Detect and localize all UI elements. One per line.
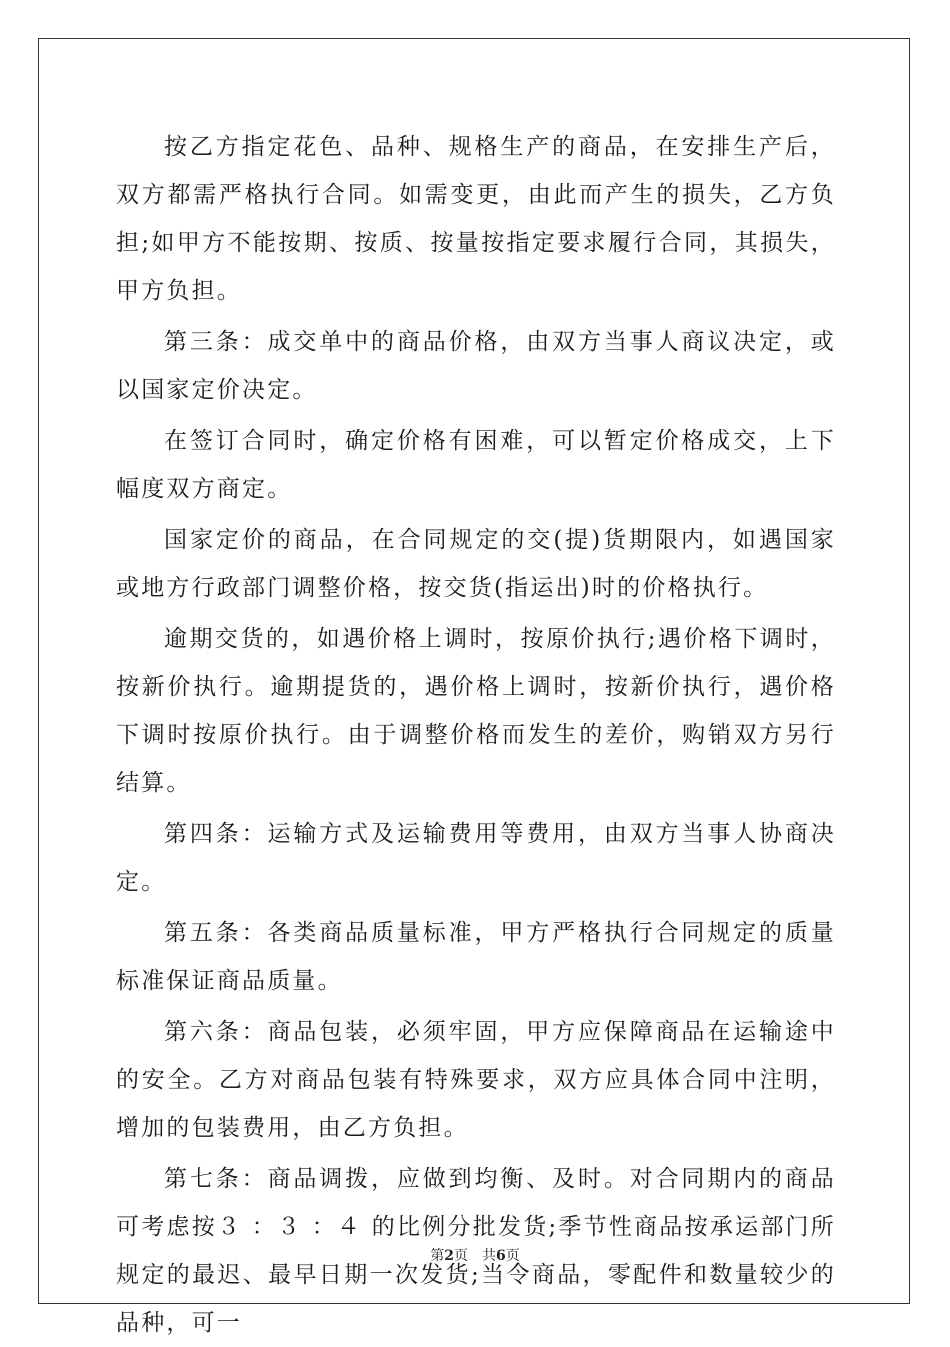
paragraph-state-price: 国家定价的商品，在合同规定的交(提)货期限内，如遇国家或地方行政部门调整价格，按交货(指运出)时的价格执行。: [116, 527, 836, 601]
page-number: 2: [444, 1248, 454, 1264]
paragraph-article-6: 第六条：商品包装，必须牢固，甲方应保障商品在运输途中的安全。乙方对商品包装有特殊要求，双方应具体合同中注明，增加的包装费用，由乙方负担。: [116, 1019, 836, 1141]
paragraph-provisional-price: 在签订合同时，确定价格有困难，可以暂定价格成交，上下幅度双方商定。: [116, 428, 836, 502]
total-prefix: 共: [482, 1248, 496, 1264]
page-prefix: 第: [430, 1248, 445, 1264]
paragraph-article-7: 第七条：商品调拨，应做到均衡、及时。对合同期内的商品可考虑按３ ：３ ：４ 的比例分批发货;季节性商品按承运部门所规定的最迟、最早日期一次发货;当令商品，零配件和数量较少的品种，可一: [116, 1166, 836, 1336]
paragraph-article-4: 第四条：运输方式及运输费用等费用，由双方当事人协商决定。: [116, 821, 836, 895]
paragraph-overdue-delivery: 逾期交货的，如遇价格上调时，按原价执行;遇价格下调时，按新价执行。逾期提货的，遇价格上调时，按新价执行，遇价格下调时按原价执行。由于调整价格而发生的差价，购销双方另行结算。: [116, 626, 836, 796]
page-suffix: 页: [454, 1248, 468, 1264]
total-suffix: 页: [505, 1248, 520, 1264]
page-footer: [0, 1246, 950, 1266]
paragraph-article-3: 第三条：成交单中的商品价格，由双方当事人商议决定，或以国家定价决定。: [116, 329, 836, 403]
paragraph-specified-goods: 按乙方指定花色、品种、规格生产的商品，在安排生产后，双方都需严格执行合同。如需变更，由此而产生的损失，乙方负担;如甲方不能按期、按质、按量按指定要求履行合同，其损失，甲方负担。: [116, 134, 836, 304]
paragraph-article-5: 第五条：各类商品质量标准，甲方严格执行合同规定的质量标准保证商品质量。: [116, 920, 836, 994]
document-body: [116, 123, 836, 1347]
total-pages: 6: [496, 1248, 506, 1264]
